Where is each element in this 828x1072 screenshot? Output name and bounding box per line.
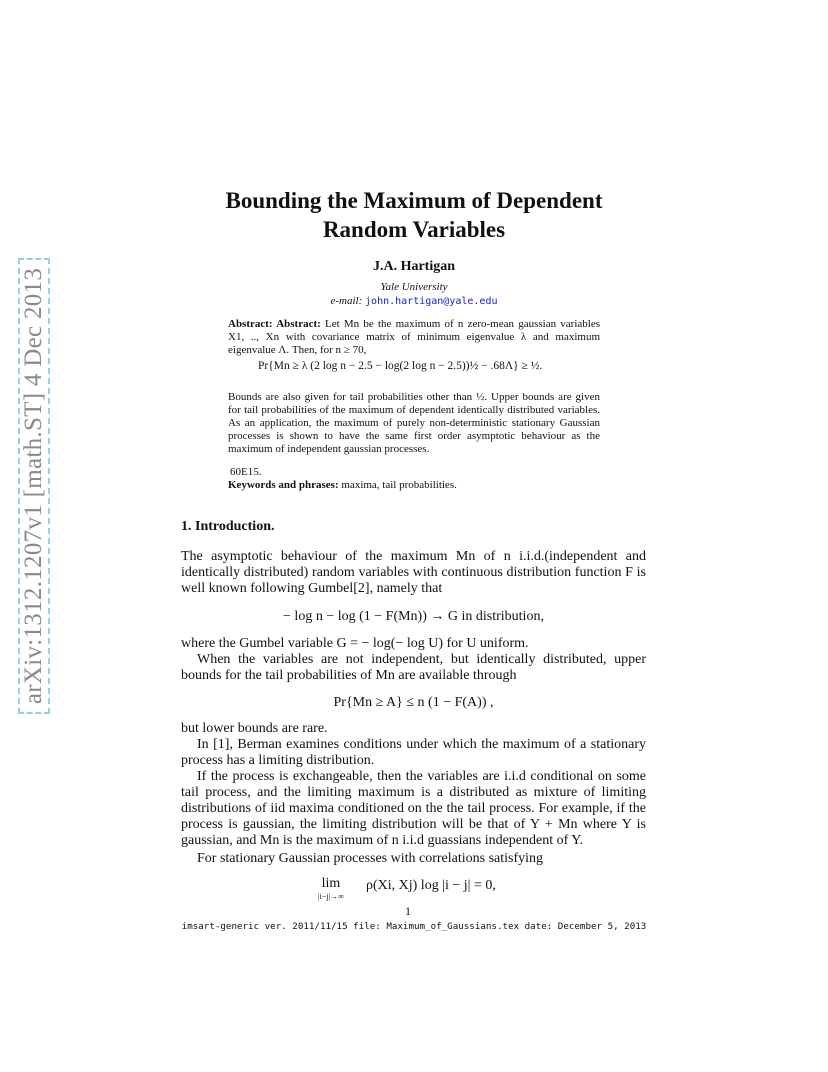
email-link[interactable]: john.hartigan@yale.edu bbox=[365, 296, 498, 307]
keywords-text: maxima, tail probabilities. bbox=[341, 479, 457, 491]
paragraph-4: but lower bounds are rare. bbox=[181, 721, 328, 736]
equation-3: ρ(Xi, Xj) log |i − j| = 0, bbox=[366, 878, 496, 893]
section-heading: 1. Introduction. bbox=[181, 519, 275, 534]
paragraph-2: where the Gumbel variable G = − log(− log U) for U uniform. bbox=[181, 636, 529, 651]
limit-subscript: |i−j|→∞ bbox=[318, 892, 344, 901]
abstract-text-2: Bounds are also given for tail probabilities other than ½. Upper bounds are given for tail probabilities of the maximum of dependent identically distributed variables. As an application, the maximum of purely non-deterministic stationary Gaussian processes is shown to have the same first order asymptotic behaviour as the maximum of independent gaussian processes. bbox=[228, 391, 600, 455]
email-label: e-mail: bbox=[330, 295, 363, 307]
affiliation: Yale University bbox=[380, 281, 448, 293]
title-line-1: Bounding the Maximum of Dependent bbox=[225, 188, 603, 213]
paragraph-1: The asymptotic behaviour of the maximum Mn of n i.i.d.(independent and identically distributed) random variables with continuous distribution function F is well known following Gumbel[2], namely that bbox=[181, 549, 646, 596]
abstract-part-1 bbox=[228, 318, 600, 357]
msc-code: 60E15. bbox=[230, 466, 262, 478]
email-line bbox=[150, 295, 678, 307]
title-line-2: Random Variables bbox=[322, 217, 506, 242]
footer: imsart-generic ver. 2011/11/15 file: Maximum_of_Gaussians.tex date: December 5, 2013 bbox=[181, 921, 647, 932]
keywords-label: Keywords and phrases: bbox=[228, 479, 339, 491]
equation-2: Pr{Mn ≥ A} ≤ n (1 − F(A)) , bbox=[333, 695, 494, 710]
paragraph-7: For stationary Gaussian processes with correlations satisfying bbox=[197, 851, 544, 866]
equation-1: − log n − log (1 − F(Mn)) → G in distribution, bbox=[283, 609, 544, 624]
abstract-formula: Pr{Mn ≥ λ (2 log n − 2.5 − log(2 log n − 2.5))½ − .68Λ} ≥ ½. bbox=[258, 360, 543, 372]
author: J.A. Hartigan bbox=[372, 259, 456, 274]
page-number: 1 bbox=[405, 904, 411, 918]
paper-title bbox=[150, 186, 678, 244]
paragraph-5: In [1], Berman examines conditions under which the maximum of a stationary process has a limiting distribution. bbox=[181, 737, 646, 768]
abstract-label: Abstract: Abstract: bbox=[228, 318, 321, 330]
paragraph-6: If the process is exchangeable, then the variables are i.i.d conditional on some tail process, and the limiting maximum is a distributed as mixture of limiting distributions of iid maxima conditioned on the the tail process. For example, if the process is gaussian, the limiting distribution will be that of Y + Mn where Y is gaussian, and Mn is the maximum of n i.i.d guassians independent of Y. bbox=[181, 769, 646, 848]
arxiv-stamp: arXiv:1312.1207v1 [math.ST] 4 Dec 2013 bbox=[20, 267, 47, 705]
equation-3-limit bbox=[318, 877, 344, 903]
limit-operator: lim bbox=[321, 876, 341, 891]
paragraph-3: When the variables are not independent, but identically distributed, upper bounds for the tail probabilities of Mn are available through bbox=[181, 652, 646, 683]
keywords bbox=[228, 479, 457, 491]
abstract-text-1: Let Mn be the maximum of n zero-mean gaussian variables X1, .., Xn with covariance matrix of minimum eigenvalue λ and maximum eigenvalue Λ. Then, for n ≥ 70, bbox=[228, 318, 601, 356]
